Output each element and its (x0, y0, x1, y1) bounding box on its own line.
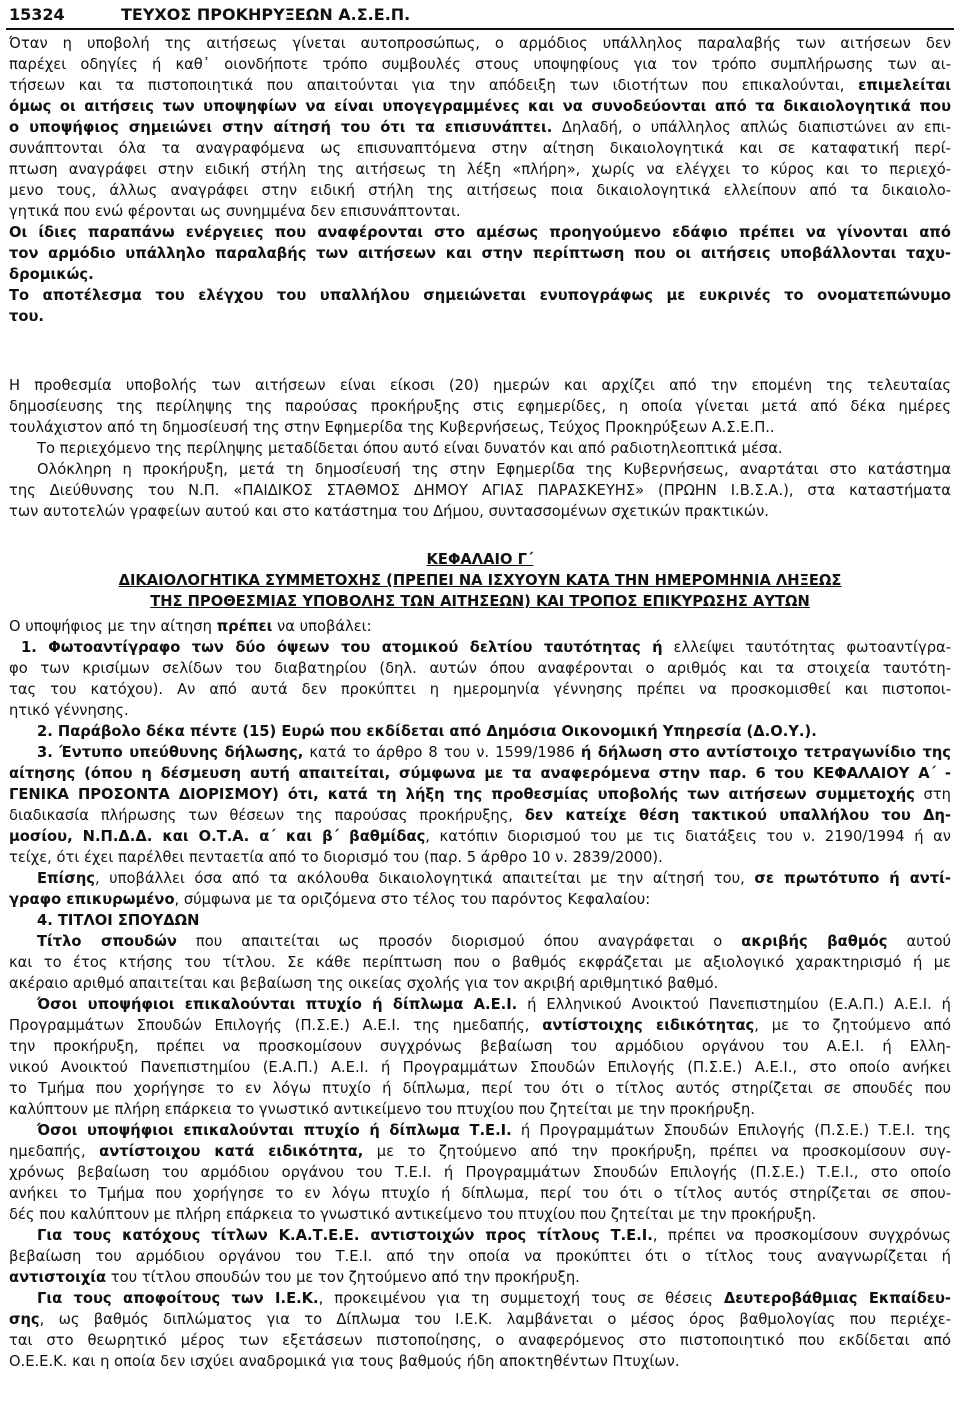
text-line (9, 375, 951, 396)
text-run: ακέραιο αριθμό απαιτείται και βεβαίωση της οικείας σχολής για τον ακριβή αριθμητικό βαθμό. (9, 975, 719, 992)
text-line (9, 180, 951, 201)
text-line (9, 285, 951, 306)
text-line (9, 222, 951, 243)
text-run: Ο.Ε.Ε.Κ. και η οποία δεν ισχύει αναδρομικά για τους βαθμούς ήδη αποκτηθέντων Πτυχίων. (9, 1353, 680, 1370)
text-line (9, 868, 951, 889)
page-number: 15324 (9, 5, 65, 24)
bold-text-run: 1. Φωτοαντίγραφο των δύο όψεων του ατομικού δελτίου ταυτότητας ή (21, 639, 663, 656)
text-run: ελλείψει ταυτότητας φωτοαντίγρα- (662, 639, 951, 656)
text-line (9, 1036, 951, 1057)
text-line (9, 1330, 951, 1351)
text-run: των αυτοτελών γραφείων αυτού και στο κατάστημα του Δήμου, συντασσομένων σχετικών πρακτικών. (9, 503, 769, 520)
text-line (9, 33, 951, 54)
bold-text-run: Οι ίδιες παραπάνω ενέργειες που αναφέρονται στο αμέσως προηγούμενο εδάφιο πρέπει να γίνονται από (9, 224, 951, 241)
text-run: καλύπτουν με πλήρη επάρκεια το γνωστικό αντικείμενο του πτυχίου που ζητείται με την προκήρυξη. (9, 1101, 755, 1118)
text-line (9, 994, 951, 1015)
text-line (9, 480, 951, 501)
text-line (9, 96, 951, 117)
bold-text-run: Επίσης (37, 870, 95, 887)
text-run: , υποβάλλει όσα από τα ακόλουθα δικαιολογητικά απαιτείται με την αίτησή του, (94, 870, 755, 887)
bold-text-run: αντίστοιχης ειδικότητας (542, 1017, 755, 1034)
text-run: τουλάχιστον από τη δημοσίευσή της στην Εφημερίδα της Κυβερνήσεως, Τεύχος Προκηρύξεων Α.Σ.Ε.Π.. (9, 419, 775, 436)
text-line (9, 264, 951, 285)
bold-text-run: Όσοι υποψήφιοι επικαλούνται πτυχίο ή δίπλωμα Α.Ε.Ι. (37, 996, 518, 1013)
chapter-title-line-2: ΤΗΣ ΠΡΟΘΕΣΜΙΑΣ ΥΠΟΒΟΛΗΣ ΤΩΝ ΑΙΤΗΣΕΩΝ) ΚΑΙ ΤΡΟΠΟΣ ΕΠΙΚΥΡΩΣΗΣ ΑΥΤΩΝ (150, 593, 810, 610)
text-line (9, 1225, 951, 1246)
bold-text-run: επιμελείται (858, 77, 951, 94)
bold-text-run: Το αποτέλεσμα του ελέγχου του υπαλλήλου σημειώνεται ενυπογράφως με ευκρινές το ονοματεπώνυμο (9, 287, 951, 304)
text-run: παρέχει οδηγίες ή καθ᾽ οιονδήποτε τρόπο συμβουλές στους υποψηφίους για τον τρόπο συμπλήρωσης των αι- (9, 56, 951, 73)
text-run: Προγραμμάτων Σπουδών Επιλογής (Π.Σ.Ε.) Α.Ε.Ι. της ημεδαπής, (9, 1017, 543, 1034)
text-line (9, 700, 951, 721)
text-line (9, 396, 951, 417)
text-run: Το περιεχόμενο της περίληψης μεταδίδεται όπου αυτό είναι δυνατόν και από ραδιοτηλεοπτικά μέσα. (37, 440, 783, 457)
text-run: ανήκει το Τμήμα που χορήγησε το εν λόγω πτυχίο ή δίπλωμα, περί του ότι ο τίτλος αυτός στηρίζεται σε σπου- (9, 1185, 951, 1202)
text-line (9, 501, 951, 522)
publication-title: ΤΕΥΧΟΣ ΠΡΟΚΗΡΥΞΕΩΝ Α.Σ.Ε.Π. (121, 5, 411, 24)
text-line (9, 1204, 951, 1225)
text-line (9, 117, 951, 138)
text-line (9, 637, 951, 658)
chapter-title-line-1: ΔΙΚΑΙΟΛΟΓΗΤΙΚΑ ΣΥΜΜΕΤΟΧΗΣ (ΠΡΕΠΕΙ ΝΑ ΙΣΧΥΟΥΝ ΚΑΤΑ ΤΗΝ ΗΜΕΡΟΜΗΝΙΑ ΛΗΞΕΩΣ (118, 572, 842, 589)
text-line (9, 159, 951, 180)
bold-text-run: μοσίου, Ν.Π.Δ.Δ. και Ο.Τ.Α. α΄ και β΄ βαθμίδας (9, 828, 426, 845)
bold-text-run: Τίτλο σπουδών (37, 933, 177, 950)
bold-text-run: δεν κατείχε θέση τακτικού υπαλλήλου του Δη- (524, 807, 951, 824)
text-line (9, 1099, 951, 1120)
text-line (9, 1057, 951, 1078)
bold-text-run: τον αρμόδιο υπάλληλο παραλαβής των αιτήσεων και στην περίπτωση που οι αιτήσεις υποβάλλονται ταχυ- (9, 245, 951, 262)
text-run: βεβαίωση του αρμόδιου οργάνου του Τ.Ε.Ι. από την οποία να προκύπτει ότι ο τίτλος τους αναγνωρίζεται ή (9, 1248, 951, 1265)
text-line (9, 1267, 951, 1288)
text-line (9, 1015, 951, 1036)
text-run: της Διεύθυνσης του Ν.Π. «ΠΑΙΔΙΚΟΣ ΣΤΑΘΜΟΣ ΔΗΜΟΥ ΑΓΙΑΣ ΠΑΡΑΣΚΕΥΗΣ» (ΠΡΩΗΝ Ι.Β.Σ.Α.), στα καταστήματα (9, 482, 951, 499)
text-line (9, 459, 951, 480)
text-run: ημεδαπής, (9, 1143, 100, 1160)
text-run: Η προθεσμία υποβολής των αιτήσεων είναι είκοσι (20) ημερών και αρχίζει από την επομένη της τελευταίας (9, 377, 951, 394)
bold-text-run: 3. Έντυπο υπεύθυνης δήλωσης, (37, 744, 304, 761)
text-line (9, 438, 951, 459)
bold-text-run: όμως οι αιτήσεις των υποψηφίων να είναι υπογεγραμμένες και να συνοδεύονται από τα δικαιολογητικά που (9, 98, 951, 115)
text-run: , με το ζητούμενο από (754, 1017, 951, 1034)
text-line (9, 1309, 951, 1330)
text-run: νικού Ανοικτού Πανεπιστημίου (Ε.Α.Π.) Α.Ε.Ι. ή Προγραμμάτων Σπουδών Επιλογής (Π.Σ.Ε.) Α.Ε.Ι., στο οποίο ανήκει (9, 1059, 951, 1076)
text-run: τας του κατόχου). Αν από αυτά δεν προκύπτει η ημερομηνία γέννησης πρέπει να προσκομισθεί και πιστοποι- (9, 681, 951, 698)
text-run: στη (914, 786, 951, 803)
text-run: δές που καλύπτουν με πλήρη επάρκεια το γνωστικό αντικείμενο του πτυχίου που ζητείται με την προκήρυξη. (9, 1206, 817, 1223)
text-run: κατά το άρθρο 8 του ν. 1599/1986 (303, 744, 581, 761)
text-run: φο των κρισίμων σελίδων του διαβατηρίου (δηλ. αυτών όπου αναφέρονται ο αριθμός και τα στοιχεία ταυτότη- (9, 660, 951, 677)
text-line (9, 1141, 951, 1162)
text-line (9, 805, 951, 826)
text-run: γητικά που ενώ φέρονται ως συνημμένα δεν επισυνάπτονται. (9, 203, 461, 220)
text-line (9, 138, 951, 159)
text-line (9, 54, 951, 75)
chapter-heading: ΚΕΦΑΛΑΙΟ Γ΄ (426, 551, 534, 568)
bold-text-run: Για τους αποφοίτους των Ι.Ε.Κ. (37, 1290, 319, 1307)
text-run: , πρέπει να προσκομίσουν συγχρόνως (652, 1227, 951, 1244)
text-run: δημοσίευσης της περίληψης της παρούσας προκήρυξης στις εφημερίδες, η οποία γίνεται μετά από δέκα ημέρες (9, 398, 951, 415)
text-line (9, 1183, 951, 1204)
bold-text-run: Όσοι υποψήφιοι επικαλούνται πτυχίο ή δίπλωμα Τ.Ε.Ι. (37, 1122, 512, 1139)
text-run: με το ζητούμενο από την προκήρυξη, πρέπει να προσκομίσουν συγ- (363, 1143, 951, 1160)
text-line (9, 201, 951, 222)
bold-text-run: ο υποψήφιος σημειώνει στην αίτησή του ότι τα επισυνάπτει. (9, 119, 553, 136)
text-run: τήσεων και τα πιστοποιητικά που απαιτούνται για την απόδειξη των ιδιοτήτων που επικαλούνται, (9, 77, 859, 94)
text-line (9, 658, 951, 679)
text-run: τείχε, ότι έχει παρέλθει πενταετία από το διορισμό του (παρ. 5 άρθρο 10 ν. 2839/2000). (9, 849, 663, 866)
text-run: ται στο θεωρητικό μέρος των εξετάσεων πιστοποίησης, ο αναφερόμενος στο πιστοποιητικό που εκδίδεται από (9, 1332, 951, 1349)
text-run: ή Προγραμμάτων Σπουδών Επιλογής (Π.Σ.Ε.) Τ.Ε.Ι. της (511, 1122, 951, 1139)
text-run: αυτού (887, 933, 951, 950)
text-run: Δηλαδή, ο υπάλληλος απλώς διαπιστώνει αν επι- (552, 119, 951, 136)
text-run: χρόνως βεβαίωση του αρμόδιου οργάνου του Τ.Ε.Ι. ή Προγραμμάτων Σπουδών Επιλογής (Π.Σ.Ε.) Τ.Ε.Ι., στο οποίο (9, 1164, 951, 1181)
text-line (9, 417, 951, 438)
bold-text-run: σε πρωτότυπο ή αντί- (754, 870, 951, 887)
bold-text-run: του. (9, 308, 44, 325)
bold-text-run: 2. Παράβολο δέκα πέντε (15) Ευρώ που εκδίδεται από Δημόσια Οικονομική Υπηρεσία (Δ.Ο.Υ.). (37, 723, 817, 740)
bold-text-run: αντιστοιχία (9, 1269, 107, 1286)
bold-text-run: ακριβής βαθμός (741, 933, 888, 950)
text-line (9, 1162, 951, 1183)
text-run: Ο υποψήφιος με την αίτηση (9, 618, 217, 635)
text-run: πτωση αναγράφει στην ειδική στήλη της αιτήσεως τη λέξη «πλήρη», χωρίς να ελέγχει το κύρος και το περιεχό- (9, 161, 951, 178)
bold-text-run: αίτησης (όπου η δέσμευση αυτή απαιτείται, σύμφωνα με τα αναφερόμενα στην παρ. 6 του ΚΕΦΑΛΑΙΟΥ Α΄ - (9, 765, 951, 782)
bold-text-run: σης (9, 1311, 40, 1328)
bold-text-run: Δευτεροβάθμιας Εκπαίδευ- (723, 1290, 951, 1307)
text-line (9, 1288, 951, 1309)
submission-procedure-text (9, 33, 951, 327)
text-line (9, 742, 951, 763)
text-run: μενο τους, άλλως αναγράφει στην ειδική στήλη της αιτήσεως ποια δικαιολογητικά ελλείπουν από τα δικαιολο- (9, 182, 951, 199)
bold-text-run: αντίστοιχου κατά ειδικότητα, (99, 1143, 364, 1160)
text-line (9, 931, 951, 952)
text-run: , ως βαθμός διπλώματος για το Δίπλωμα του Ι.Ε.Κ. λαμβάνεται ο μέσος όρος βαθμολογίας που περιέχε- (39, 1311, 951, 1328)
text-run: , σύμφωνα με τα οριζόμενα στο τέλος του παρόντος Κεφαλαίου: (174, 891, 651, 908)
header-rule (6, 28, 954, 30)
text-line (9, 952, 951, 973)
text-run: του τίτλου σπουδών του με τον ζητούμενο από την προκήρυξη. (106, 1269, 580, 1286)
text-line (9, 1246, 951, 1267)
page-header (9, 4, 951, 26)
bold-text-run: πρέπει (216, 618, 273, 635)
text-line (9, 75, 951, 96)
text-line (9, 1078, 951, 1099)
text-run: συνάπτονται όλα τα αναγραφόμενα ως επισυναπτόμενα στην αίτηση δικαιολογητικά και σε καταφατική περί- (9, 140, 951, 157)
text-run: που απαιτείται ως προσόν διορισμού όπου αναγράφεται ο (176, 933, 742, 950)
bold-text-run: ή δήλωση στο αντίστοιχο τετραγωνίδιο της (580, 744, 951, 761)
text-line (9, 847, 951, 868)
text-line (9, 616, 951, 637)
bold-text-run: δρομικώς. (9, 266, 94, 283)
chapter-heading-block (9, 549, 951, 612)
required-documents-text (9, 616, 951, 1372)
text-line (9, 784, 951, 805)
text-run: Όταν η υποβολή της αιτήσεως γίνεται αυτοπροσώπως, ο αρμόδιος υπάλληλος παραλαβής των αιτήσεων δεν (9, 35, 951, 52)
bold-text-run: 4. ΤΙΤΛΟΙ ΣΠΟΥΔΩΝ (37, 912, 200, 929)
text-run: ή Ελληνικού Ανοικτού Πανεπιστημίου (Ε.Α.Π.) Α.Ε.Ι. ή (517, 996, 951, 1013)
text-run: και το έτος κτήσης του τίτλου. Σε κάθε περίπτωση που ο βαθμός εκφράζεται με αξιολογικό χαρακτηρισμό ή με (9, 954, 951, 971)
text-run: Ολόκληρη η προκήρυξη, μετά τη δημοσίευσή της στην Εφημερίδα της Κυβερνήσεως, αναρτάται στο κατάστημα (37, 461, 951, 478)
text-line (9, 973, 951, 994)
deadline-notice (9, 375, 951, 522)
text-line (9, 889, 951, 910)
text-run: , προκειμένου για τη συμμετοχή τους σε θέσεις (318, 1290, 724, 1307)
text-line (9, 910, 951, 931)
text-line (9, 679, 951, 700)
text-run: διαδικασία πλήρωσης των θέσεων της παρούσας προκήρυξης, (9, 807, 525, 824)
text-run: να υποβάλει: (272, 618, 372, 635)
bold-text-run: Για τους κατόχους τίτλων Κ.Α.Τ.Ε.Ε. αντιστοιχών προς τίτλους Τ.Ε.Ι. (37, 1227, 653, 1244)
text-run: το Τμήμα που χορήγησε το εν λόγω πτυχίο ή δίπλωμα, περί του ότι ο τίτλος αυτός στηρίζεται σε σπουδές που (9, 1080, 951, 1097)
bold-text-run: γραφο επικυρωμένο (9, 891, 175, 908)
text-run: την προκήρυξη, πρέπει να προσκομίσουν συγχρόνως βεβαίωση του αρμόδιου οργάνου του Α.Ε.Ι. ή Ελλη- (9, 1038, 951, 1055)
text-line (9, 721, 951, 742)
text-run: , κατόπιν διορισμού του με τις διατάξεις του ν. 2190/1994 ή αν (425, 828, 951, 845)
text-line (9, 1120, 951, 1141)
text-line (9, 306, 951, 327)
bold-text-run: ΓΕΝΙΚΑ ΠΡΟΣΟΝΤΑ ΔΙΟΡΙΣΜΟΥ) ότι, κατά τη λήξη της προθεσμίας υποβολής των αιτήσεων συμμετοχής (9, 786, 915, 803)
text-line (9, 826, 951, 847)
text-line (9, 763, 951, 784)
text-line (9, 1351, 951, 1372)
text-line (9, 243, 951, 264)
text-run: ητικό γέννησης. (9, 702, 129, 719)
